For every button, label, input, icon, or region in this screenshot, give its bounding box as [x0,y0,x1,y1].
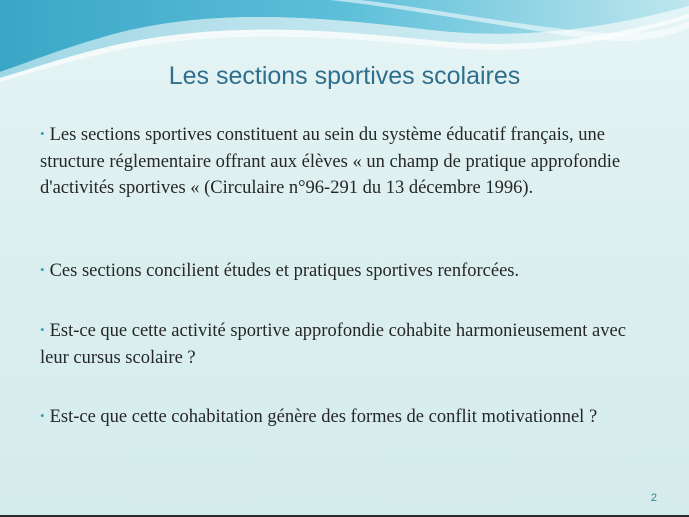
slide-title: Les sections sportives scolaires [168,62,521,90]
bullet-marker: • [40,262,45,277]
bullet-text: Les sections sportives constituent au sein du système éducatif français, une structure réglementaire offrant aux élèves « un champ de pratique approfondie d'activités sportives « (Circulaire n°96-291 du 13 décembre 1996). [40,125,621,198]
bullet-marker: • [40,322,45,337]
bullet-item [40,122,655,201]
bullet-marker: • [40,126,45,141]
bullet-text: Est-ce que cette cohabitation génère des formes de conflit motivationnel ? [49,407,598,427]
bullet-item [40,318,655,371]
bullet-item [40,404,655,431]
bullet-text: Est-ce que cette activité sportive approfondie cohabite harmonieusement avec leur cursus scolaire ? [40,321,626,368]
page-number: 2 [650,492,657,504]
bullet-text: Ces sections concilient études et pratiques sportives renforcées. [49,261,520,281]
bullet-marker: • [40,408,45,423]
bullet-item [40,258,655,285]
